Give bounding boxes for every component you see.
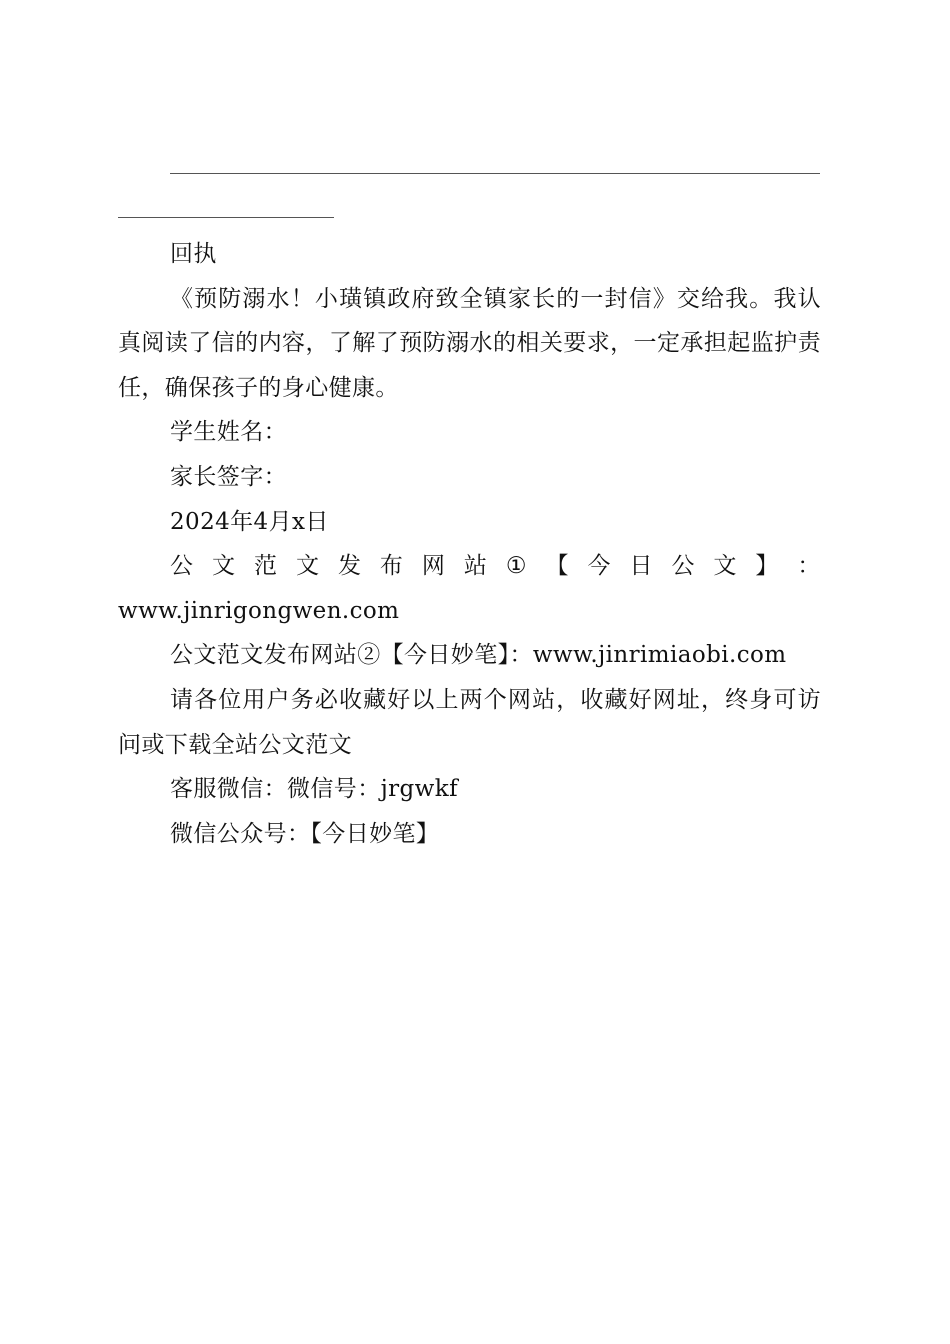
fill-in-line (170, 173, 820, 174)
site1-char: 公 (170, 553, 194, 580)
site2-line: 公文范文发布网站②【今日妙笔】：www.jinrimiaobi.com (170, 642, 787, 669)
service-wechat: 客服微信：微信号：jrgwkf (170, 776, 458, 803)
site1-char: 文 (295, 553, 320, 580)
letter-paragraph: 《预防溺水！小璜镇政府致全镇家长的一封信》交给我。我认真阅读了信的内容，了解了预防溺水的相关要求，一定承担起监护责任，确保孩子的身心健康。 (118, 285, 821, 401)
fill-in-line-continuation (118, 217, 334, 218)
site1-char: 】 (755, 553, 779, 580)
site1-char: 站 (463, 553, 488, 580)
site1-char: 范 (253, 553, 278, 580)
student-name-label: 学生姓名： (170, 419, 287, 446)
site1-line (118, 544, 821, 589)
site1-url: www.jinrigongwen.com (118, 597, 400, 624)
site1-char: 公 (671, 553, 695, 580)
site1-char: 布 (379, 553, 404, 580)
site1-char: 日 (629, 553, 653, 580)
site1-char: 今 (587, 553, 611, 580)
official-account: 微信公众号：【今日妙笔】 (170, 820, 440, 847)
receipt-title: 回执 (170, 241, 217, 267)
document-body (118, 232, 821, 856)
notice-paragraph: 请各位用户务必收藏好以上两个网站，收藏好网址，终身可访问或下载全站公文范文 (118, 686, 821, 758)
date-line: 2024年4月x日 (170, 508, 329, 535)
site1-char: 发 (337, 553, 362, 580)
site1-char: 文 (713, 553, 737, 580)
site1-char: 【 (545, 553, 569, 580)
site1-char: 文 (211, 553, 236, 580)
parent-signature-label: 家长签字： (170, 463, 287, 490)
site1-char: ① (505, 553, 527, 580)
site1-char: 网 (421, 553, 446, 580)
site1-char: ： (797, 553, 821, 580)
